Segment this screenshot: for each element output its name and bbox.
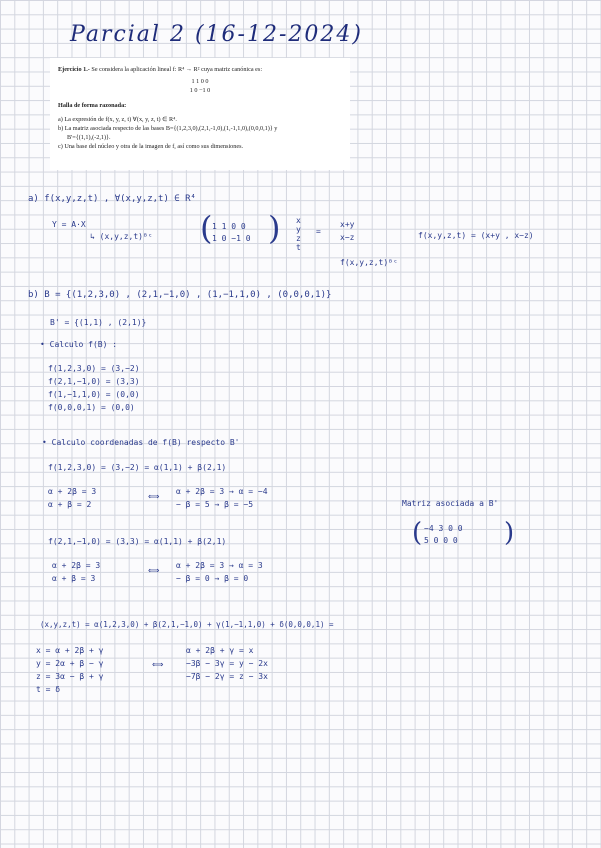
printed-exercise <box>50 58 350 170</box>
right-paren-icon: ) <box>504 518 515 548</box>
decomp-iff: ⟺ <box>152 660 164 669</box>
exercise-label: Ejercicio 1.- <box>58 66 90 73</box>
image-line-4: f(0,0,0,1) = (0,0) <box>48 403 135 412</box>
decomp-eq-3: z = 3α − β + γ <box>36 672 104 681</box>
system-2-eq-1: α + 2β = 3 <box>52 561 101 570</box>
image-line-1: f(1,2,3,0) = (3,−2) <box>48 364 140 373</box>
coords-heading: • Calculo coordenadas de f(B) respecto B' <box>42 438 240 447</box>
item-a: a) La expresión de f(x, y, z, t) ∀(x, y, z, t) ∈ R⁴. <box>58 115 177 123</box>
system-1-iff: ⟺ <box>148 492 160 501</box>
image-line-2: f(2,1,−1,0) = (3,3) <box>48 377 140 386</box>
matrix-row-1: −4 3 0 0 <box>424 524 463 533</box>
system-1-eq-1: α + 2β = 3 <box>48 487 97 496</box>
part-a-result-row-2: x−z <box>340 233 355 242</box>
system-1-sol-1: α + 2β = 3 → α = −4 <box>176 487 268 496</box>
part-a-canonical-coords: ↳ (x,y,z,t)ᴮᶜ <box>90 232 153 241</box>
halla-heading: Halla de forma razonada: <box>58 101 127 109</box>
matrix-row-2: 5 0 0 0 <box>424 536 458 545</box>
reduced-eq-2: −3β − 3γ = y − 2x <box>186 659 268 668</box>
decomp-eq-2: y = 2α + β − γ <box>36 659 104 668</box>
part-a-fbc: f(x,y,z,t)ᴮᶜ <box>340 258 398 267</box>
part-b-basis-b: b) B = {(1,2,3,0) , (2,1,−1,0) , (1,−1,1,0) , (0,0,0,1)} <box>28 290 332 300</box>
reduced-eq-3: −7β − 2γ = z − 3x <box>186 672 268 681</box>
system-1-eq-2: α + β = 2 <box>48 500 92 509</box>
canonical-matrix-row-2: 1 0 −1 0 <box>189 86 211 94</box>
left-paren-icon: ( <box>412 518 423 548</box>
part-b-basis-b-prime: B' = {(1,1) , (2,1)} <box>50 318 147 327</box>
image-line-3: f(1,−1,1,0) = (0,0) <box>48 390 140 399</box>
right-paren-icon: ) <box>268 209 281 247</box>
system-2-sol-1: α + 2β = 3 → α = 3 <box>176 561 263 570</box>
canonical-matrix <box>58 78 342 96</box>
part-b-calculo-fb: • Calculo f(B) : <box>40 340 118 349</box>
system-2-iff: ⟺ <box>148 566 160 575</box>
system-1-sol-2: − β = 5 → β = −5 <box>176 500 254 509</box>
coords-eq-2: f(2,1,−1,0) = (3,3) = α(1,1) + β(2,1) <box>48 537 227 546</box>
decomp-eq-4: t = δ <box>36 685 61 694</box>
part-a-ax: Y = A·X <box>52 220 86 229</box>
left-paren-icon: ( <box>200 209 213 247</box>
item-c: c) Una base del núcleo y otra de la imagen de f, así como sus dimensiones. <box>58 142 244 150</box>
item-b-line-2: B'={(1,1),(-2,1)}. <box>67 133 111 141</box>
part-a-heading: a) f(x,y,z,t) , ∀(x,y,z,t) ∈ R⁴ <box>28 194 196 204</box>
system-2-sol-2: − β = 0 → β = 0 <box>176 574 249 583</box>
part-a-matrix-row-2: 1 0 −1 0 <box>212 234 251 243</box>
system-2-eq-2: α + β = 3 <box>52 574 96 583</box>
exercise-statement: Se considera la aplicación lineal f: R⁴ → R² cuya matriz canónica es: <box>89 66 263 73</box>
canonical-matrix-row-1: 1 1 0 0 <box>191 77 209 85</box>
item-b-line-1: b) La matriz asociada respecto de las bases B={(1,2,3,0),(2,1,-1,0),(1,-1,1,0),(0,0,0,1)} y <box>58 124 278 132</box>
matrix-label: Matriz asociada a B' <box>402 499 499 508</box>
generic-decomposition: (x,y,z,t) = α(1,2,3,0) + β(2,1,−1,0) + γ(1,−1,1,0) + δ(0,0,0,1) = <box>40 620 334 629</box>
part-a-result-row-1: x+y <box>340 220 355 229</box>
decomp-eq-1: x = α + 2β + γ <box>36 646 104 655</box>
part-a-result: f(x,y,z,t) = (x+y , x−z) <box>418 231 534 240</box>
part-a-equals: = <box>316 227 321 236</box>
part-a-vector: x y z t <box>296 216 301 252</box>
reduced-eq-1: α + 2β + γ = x <box>186 646 254 655</box>
page-title: Parcial 2 (16-12-2024) <box>70 22 363 47</box>
coords-eq-1: f(1,2,3,0) = (3,−2) = α(1,1) + β(2,1) <box>48 463 227 472</box>
part-a-matrix-row-1: 1 1 0 0 <box>212 222 246 231</box>
